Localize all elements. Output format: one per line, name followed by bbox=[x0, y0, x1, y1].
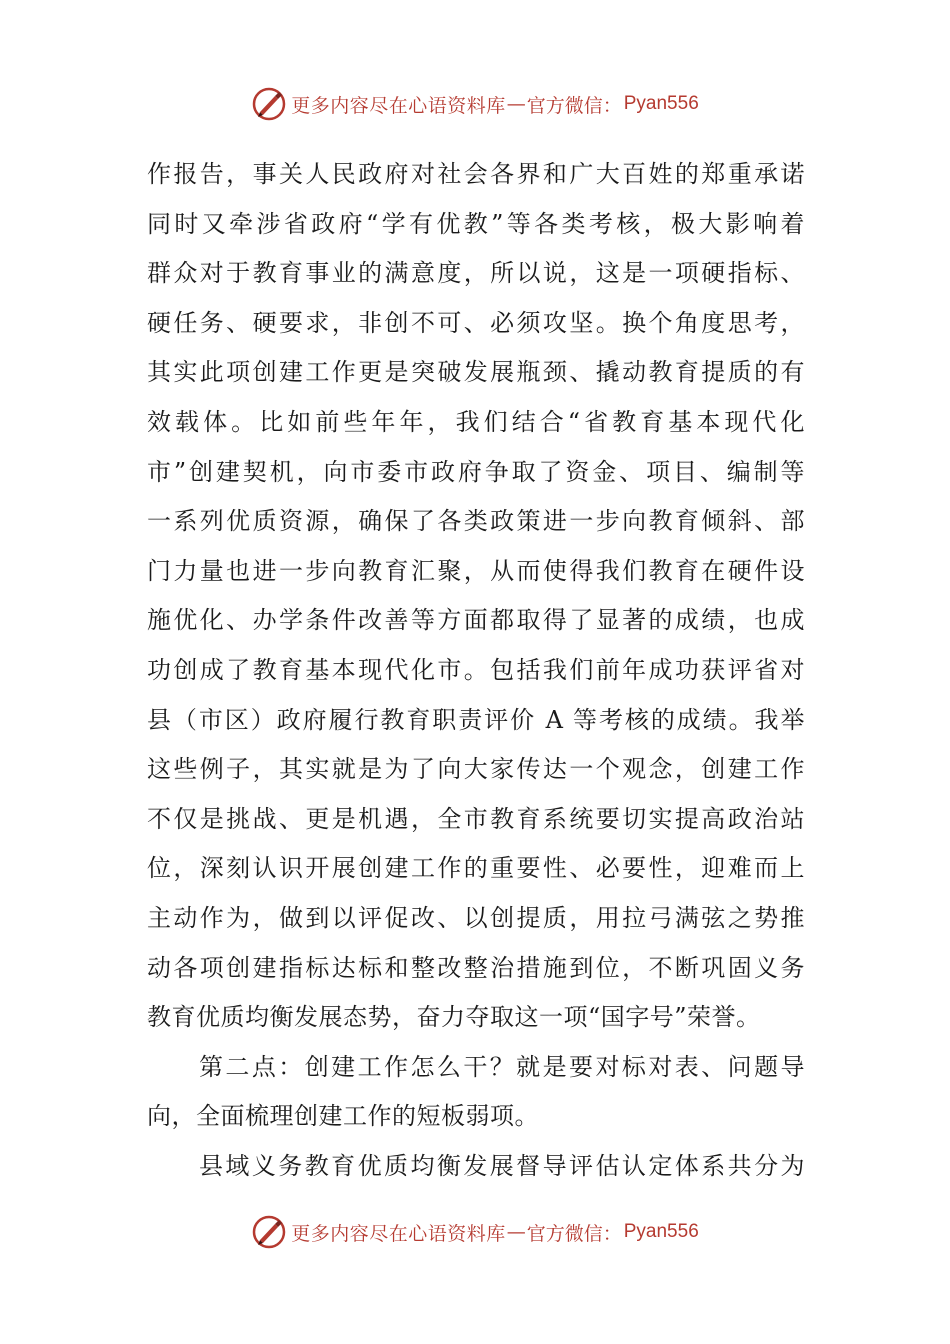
body-line: 一系列优质资源，确保了各类政策进一步向教育倾斜、部 bbox=[147, 507, 805, 536]
body-line-paragraph-start: 第二点：创建工作怎么干？就是要对标对表、问题导 bbox=[199, 1052, 805, 1081]
body-line-paragraph-start: 县域义务教育优质均衡发展督导评估认定体系共分为 bbox=[199, 1151, 805, 1180]
banner-dash: — bbox=[506, 93, 526, 115]
body-line: 其实此项创建工作更是突破发展瓶颈、撬动教育提质的有 bbox=[147, 358, 805, 387]
body-line: 群众对于教育事业的满意度，所以说，这是一项硬指标、 bbox=[147, 259, 805, 288]
header-watermark-banner bbox=[0, 84, 950, 124]
pen-logo-icon bbox=[251, 86, 287, 122]
banner-wechat-id: Pyan556 bbox=[623, 1221, 699, 1242]
body-line: 市”创建契机，向市委市政府争取了资金、项目、编制等 bbox=[147, 457, 805, 486]
body-line: 位，深刻认识开展创建工作的重要性、必要性，迎难而上 bbox=[147, 854, 805, 883]
document-body bbox=[147, 150, 805, 1191]
banner-brand-text: 更多内容尽在心语资料库 bbox=[291, 1222, 506, 1245]
body-line: 同时又牵涉省政府“学有优教”等各类考核，极大影响着 bbox=[147, 209, 805, 238]
body-line: 作报告，事关人民政府对社会各界和广大百姓的郑重承诺 bbox=[147, 160, 805, 188]
body-line: 主动作为，做到以评促改、以创提质，用拉弓满弦之势推 bbox=[147, 903, 805, 932]
body-line: 教育优质均衡发展态势，奋力夺取这一项“国字号”荣誉。 bbox=[147, 1003, 761, 1032]
footer-watermark-banner bbox=[0, 1212, 950, 1252]
body-line: 门力量也进一步向教育汇聚，从而使得我们教育在硬件设 bbox=[147, 556, 805, 585]
pen-logo-icon bbox=[251, 1214, 287, 1250]
banner-wechat-label: 官方微信： bbox=[526, 1222, 622, 1245]
banner-wechat-id: Pyan556 bbox=[623, 93, 699, 114]
body-line: 向，全面梳理创建工作的短板弱项。 bbox=[147, 1102, 539, 1131]
body-line: 功创成了教育基本现代化市。包括我们前年成功获评省对 bbox=[147, 655, 805, 684]
banner-brand-text: 更多内容尽在心语资料库 bbox=[291, 94, 506, 117]
body-line: 施优化、办学条件改善等方面都取得了显著的成绩，也成 bbox=[147, 606, 805, 635]
body-line: 县（市区）政府履行教育职责评价 A 等考核的成绩。我举 bbox=[147, 705, 805, 734]
body-line: 硬任务、硬要求，非创不可、必须攻坚。换个角度思考， bbox=[147, 308, 805, 337]
banner-dash: — bbox=[506, 1221, 526, 1243]
body-line: 动各项创建指标达标和整改整治措施到位，不断巩固义务 bbox=[147, 953, 805, 982]
body-line: 不仅是挑战、更是机遇，全市教育系统要切实提高政治站 bbox=[147, 804, 805, 833]
body-line: 效载体。比如前些年年，我们结合“省教育基本现代化 bbox=[147, 407, 805, 436]
banner-wechat-label: 官方微信： bbox=[526, 94, 622, 117]
body-line: 这些例子，其实就是为了向大家传达一个观念，创建工作 bbox=[147, 755, 805, 784]
